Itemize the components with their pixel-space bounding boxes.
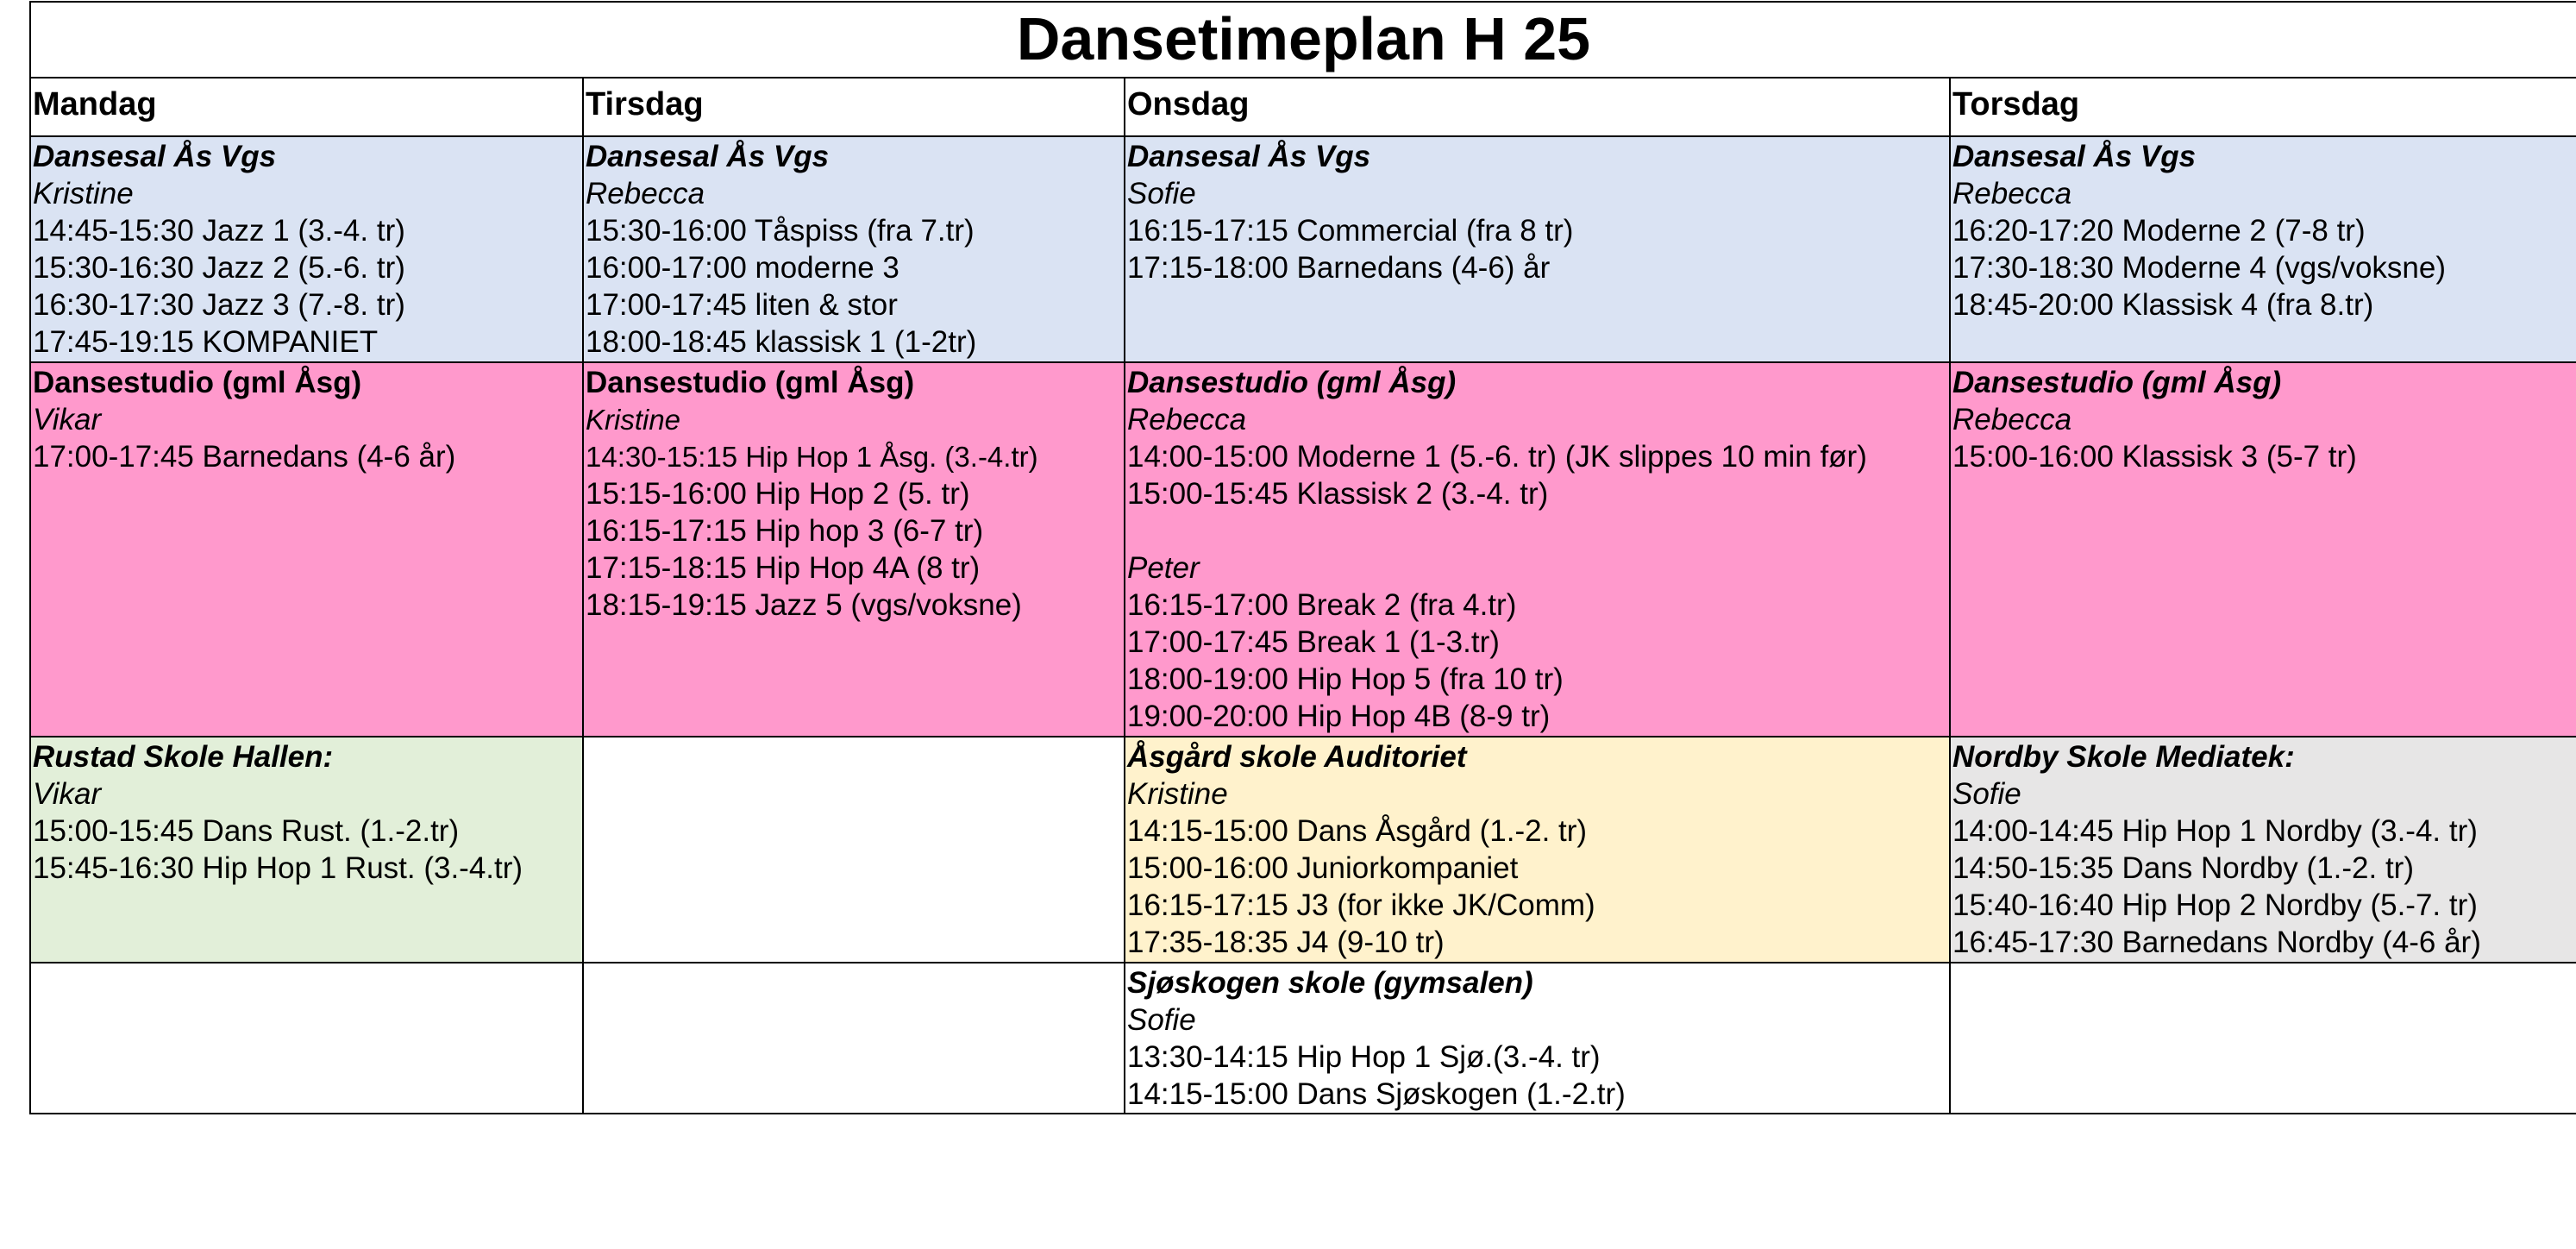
cell-thursday-dansestudio bbox=[1950, 362, 2576, 737]
day-header-row bbox=[30, 78, 2576, 136]
teacher-name: Kristine bbox=[33, 177, 134, 210]
teacher-name: Rebecca bbox=[1952, 177, 2072, 210]
venue-name: Dansestudio (gml Åsg) bbox=[33, 366, 362, 399]
class-line: 17:00-17:45 liten & stor bbox=[586, 288, 898, 322]
cell-thursday-dansesal bbox=[1950, 136, 2576, 362]
class-line: 13:30-14:15 Hip Hop 1 Sjø.(3.-4. tr) bbox=[1127, 1040, 1601, 1074]
cell-monday-rustad bbox=[30, 737, 583, 963]
teacher-name: Kristine bbox=[586, 404, 681, 436]
venue-name: Nordby Skole Mediatek: bbox=[1952, 740, 2295, 774]
class-line: 15:30-16:00 Tåspiss (fra 7.tr) bbox=[586, 214, 975, 248]
cell-monday-empty bbox=[30, 963, 583, 1114]
day-header-tuesday: Tirsdag bbox=[583, 78, 1125, 136]
schedule-title: Dansetimeplan H 25 bbox=[30, 2, 2576, 78]
class-line: 17:00-17:45 Barnedans (4-6 år) bbox=[33, 440, 456, 474]
day-header-monday: Mandag bbox=[30, 78, 583, 136]
teacher-name: Kristine bbox=[1127, 777, 1228, 811]
venue-name: Dansestudio (gml Åsg) bbox=[1127, 366, 1457, 399]
cell-thursday-empty bbox=[1950, 963, 2576, 1114]
venue-row-dansesal bbox=[30, 136, 2576, 362]
spacer bbox=[1127, 512, 1947, 549]
venue-name: Dansesal Ås Vgs bbox=[1952, 140, 2197, 173]
cell-tuesday-dansesal bbox=[583, 136, 1125, 362]
cell-tuesday-empty bbox=[583, 737, 1125, 963]
teacher-name: Sofie bbox=[1127, 1003, 1196, 1037]
class-line: 15:00-15:45 Klassisk 2 (3.-4. tr) bbox=[1127, 477, 1549, 511]
teacher-name: Rebecca bbox=[586, 177, 705, 210]
class-line: 17:15-18:00 Barnedans (4-6) år bbox=[1127, 251, 1551, 285]
class-line: 18:15-19:15 Jazz 5 (vgs/voksne) bbox=[586, 588, 1022, 622]
venue-name: Sjøskogen skole (gymsalen) bbox=[1127, 966, 1533, 1000]
teacher-name-2: Peter bbox=[1127, 551, 1200, 585]
teacher-name: Rebecca bbox=[1952, 403, 2072, 436]
teacher-name: Rebecca bbox=[1127, 403, 1247, 436]
class-line: 14:45-15:30 Jazz 1 (3.-4. tr) bbox=[33, 214, 405, 248]
class-line: 18:45-20:00 Klassisk 4 (fra 8.tr) bbox=[1952, 288, 2374, 322]
class-line: 16:15-17:15 Hip hop 3 (6-7 tr) bbox=[586, 514, 984, 548]
class-line: 14:15-15:00 Dans Åsgård (1.-2. tr) bbox=[1127, 814, 1588, 848]
class-line: 15:00-15:45 Dans Rust. (1.-2.tr) bbox=[33, 814, 460, 848]
day-header-thursday: Torsdag bbox=[1950, 78, 2576, 136]
class-line: 19:00-20:00 Hip Hop 4B (8-9 tr) bbox=[1127, 700, 1551, 733]
venue-name: Rustad Skole Hallen: bbox=[33, 740, 334, 774]
class-line: 16:20-17:20 Moderne 2 (7-8 tr) bbox=[1952, 214, 2366, 248]
class-line: 16:30-17:30 Jazz 3 (7.-8. tr) bbox=[33, 288, 405, 322]
cell-tuesday-dansestudio bbox=[583, 362, 1125, 737]
venue-name: Dansestudio (gml Åsg) bbox=[1952, 366, 2282, 399]
cell-tuesday-empty-2 bbox=[583, 963, 1125, 1114]
class-line: 18:00-19:00 Hip Hop 5 (fra 10 tr) bbox=[1127, 662, 1564, 696]
venue-name: Dansesal Ås Vgs bbox=[586, 140, 830, 173]
cell-wednesday-sjoskogen bbox=[1125, 963, 1950, 1114]
cell-monday-dansestudio bbox=[30, 362, 583, 737]
teacher-name: Vikar bbox=[33, 403, 102, 436]
class-line: 17:30-18:30 Moderne 4 (vgs/voksne) bbox=[1952, 251, 2446, 285]
class-line: 17:45-19:15 KOMPANIET bbox=[33, 325, 379, 359]
teacher-name: Sofie bbox=[1127, 177, 1196, 210]
venue-row-sjoskogen bbox=[30, 963, 2576, 1114]
class-line: 15:45-16:30 Hip Hop 1 Rust. (3.-4.tr) bbox=[33, 851, 523, 885]
schedule-table bbox=[29, 1, 2576, 1114]
venue-name: Dansestudio (gml Åsg) bbox=[586, 366, 915, 399]
teacher-name: Sofie bbox=[1952, 777, 2021, 811]
class-line: 14:30-15:15 Hip Hop 1 Åsg. (3.-4.tr) bbox=[586, 441, 1038, 473]
class-line: 15:40-16:40 Hip Hop 2 Nordby (5.-7. tr) bbox=[1952, 888, 2478, 922]
cell-thursday-nordby bbox=[1950, 737, 2576, 963]
cell-monday-dansesal bbox=[30, 136, 583, 362]
class-line: 16:00-17:00 moderne 3 bbox=[586, 251, 899, 285]
class-line: 14:00-15:00 Moderne 1 (5.-6. tr) (JK slippes 10 min før) bbox=[1127, 440, 1867, 474]
day-header-wednesday: Onsdag bbox=[1125, 78, 1950, 136]
venue-name: Dansesal Ås Vgs bbox=[1127, 140, 1371, 173]
venue-row-schools bbox=[30, 737, 2576, 963]
class-line: 16:15-17:15 Commercial (fra 8 tr) bbox=[1127, 214, 1574, 248]
class-line: 14:00-14:45 Hip Hop 1 Nordby (3.-4. tr) bbox=[1952, 814, 2478, 848]
cell-wednesday-asgard bbox=[1125, 737, 1950, 963]
class-line: 14:15-15:00 Dans Sjøskogen (1.-2.tr) bbox=[1127, 1077, 1626, 1111]
class-line: 17:35-18:35 J4 (9-10 tr) bbox=[1127, 926, 1445, 959]
venue-row-dansestudio bbox=[30, 362, 2576, 737]
class-line: 15:15-16:00 Hip Hop 2 (5. tr) bbox=[586, 477, 970, 511]
class-line: 17:00-17:45 Break 1 (1-3.tr) bbox=[1127, 625, 1500, 659]
class-line: 16:45-17:30 Barnedans Nordby (4-6 år) bbox=[1952, 926, 2481, 959]
class-line: 18:00-18:45 klassisk 1 (1-2tr) bbox=[586, 325, 977, 359]
cell-wednesday-dansestudio bbox=[1125, 362, 1950, 737]
venue-name: Åsgård skole Auditoriet bbox=[1127, 740, 1467, 774]
class-line: 16:15-17:15 J3 (for ikke JK/Comm) bbox=[1127, 888, 1595, 922]
title-row bbox=[30, 2, 2576, 78]
class-line: 15:00-16:00 Juniorkompaniet bbox=[1127, 851, 1519, 885]
venue-name: Dansesal Ås Vgs bbox=[33, 140, 277, 173]
teacher-name: Vikar bbox=[33, 777, 102, 811]
class-line: 14:50-15:35 Dans Nordby (1.-2. tr) bbox=[1952, 851, 2414, 885]
class-line: 17:15-18:15 Hip Hop 4A (8 tr) bbox=[586, 551, 981, 585]
cell-wednesday-dansesal bbox=[1125, 136, 1950, 362]
class-line: 15:00-16:00 Klassisk 3 (5-7 tr) bbox=[1952, 440, 2357, 474]
class-line: 15:30-16:30 Jazz 2 (5.-6. tr) bbox=[33, 251, 405, 285]
class-line: 16:15-17:00 Break 2 (fra 4.tr) bbox=[1127, 588, 1517, 622]
